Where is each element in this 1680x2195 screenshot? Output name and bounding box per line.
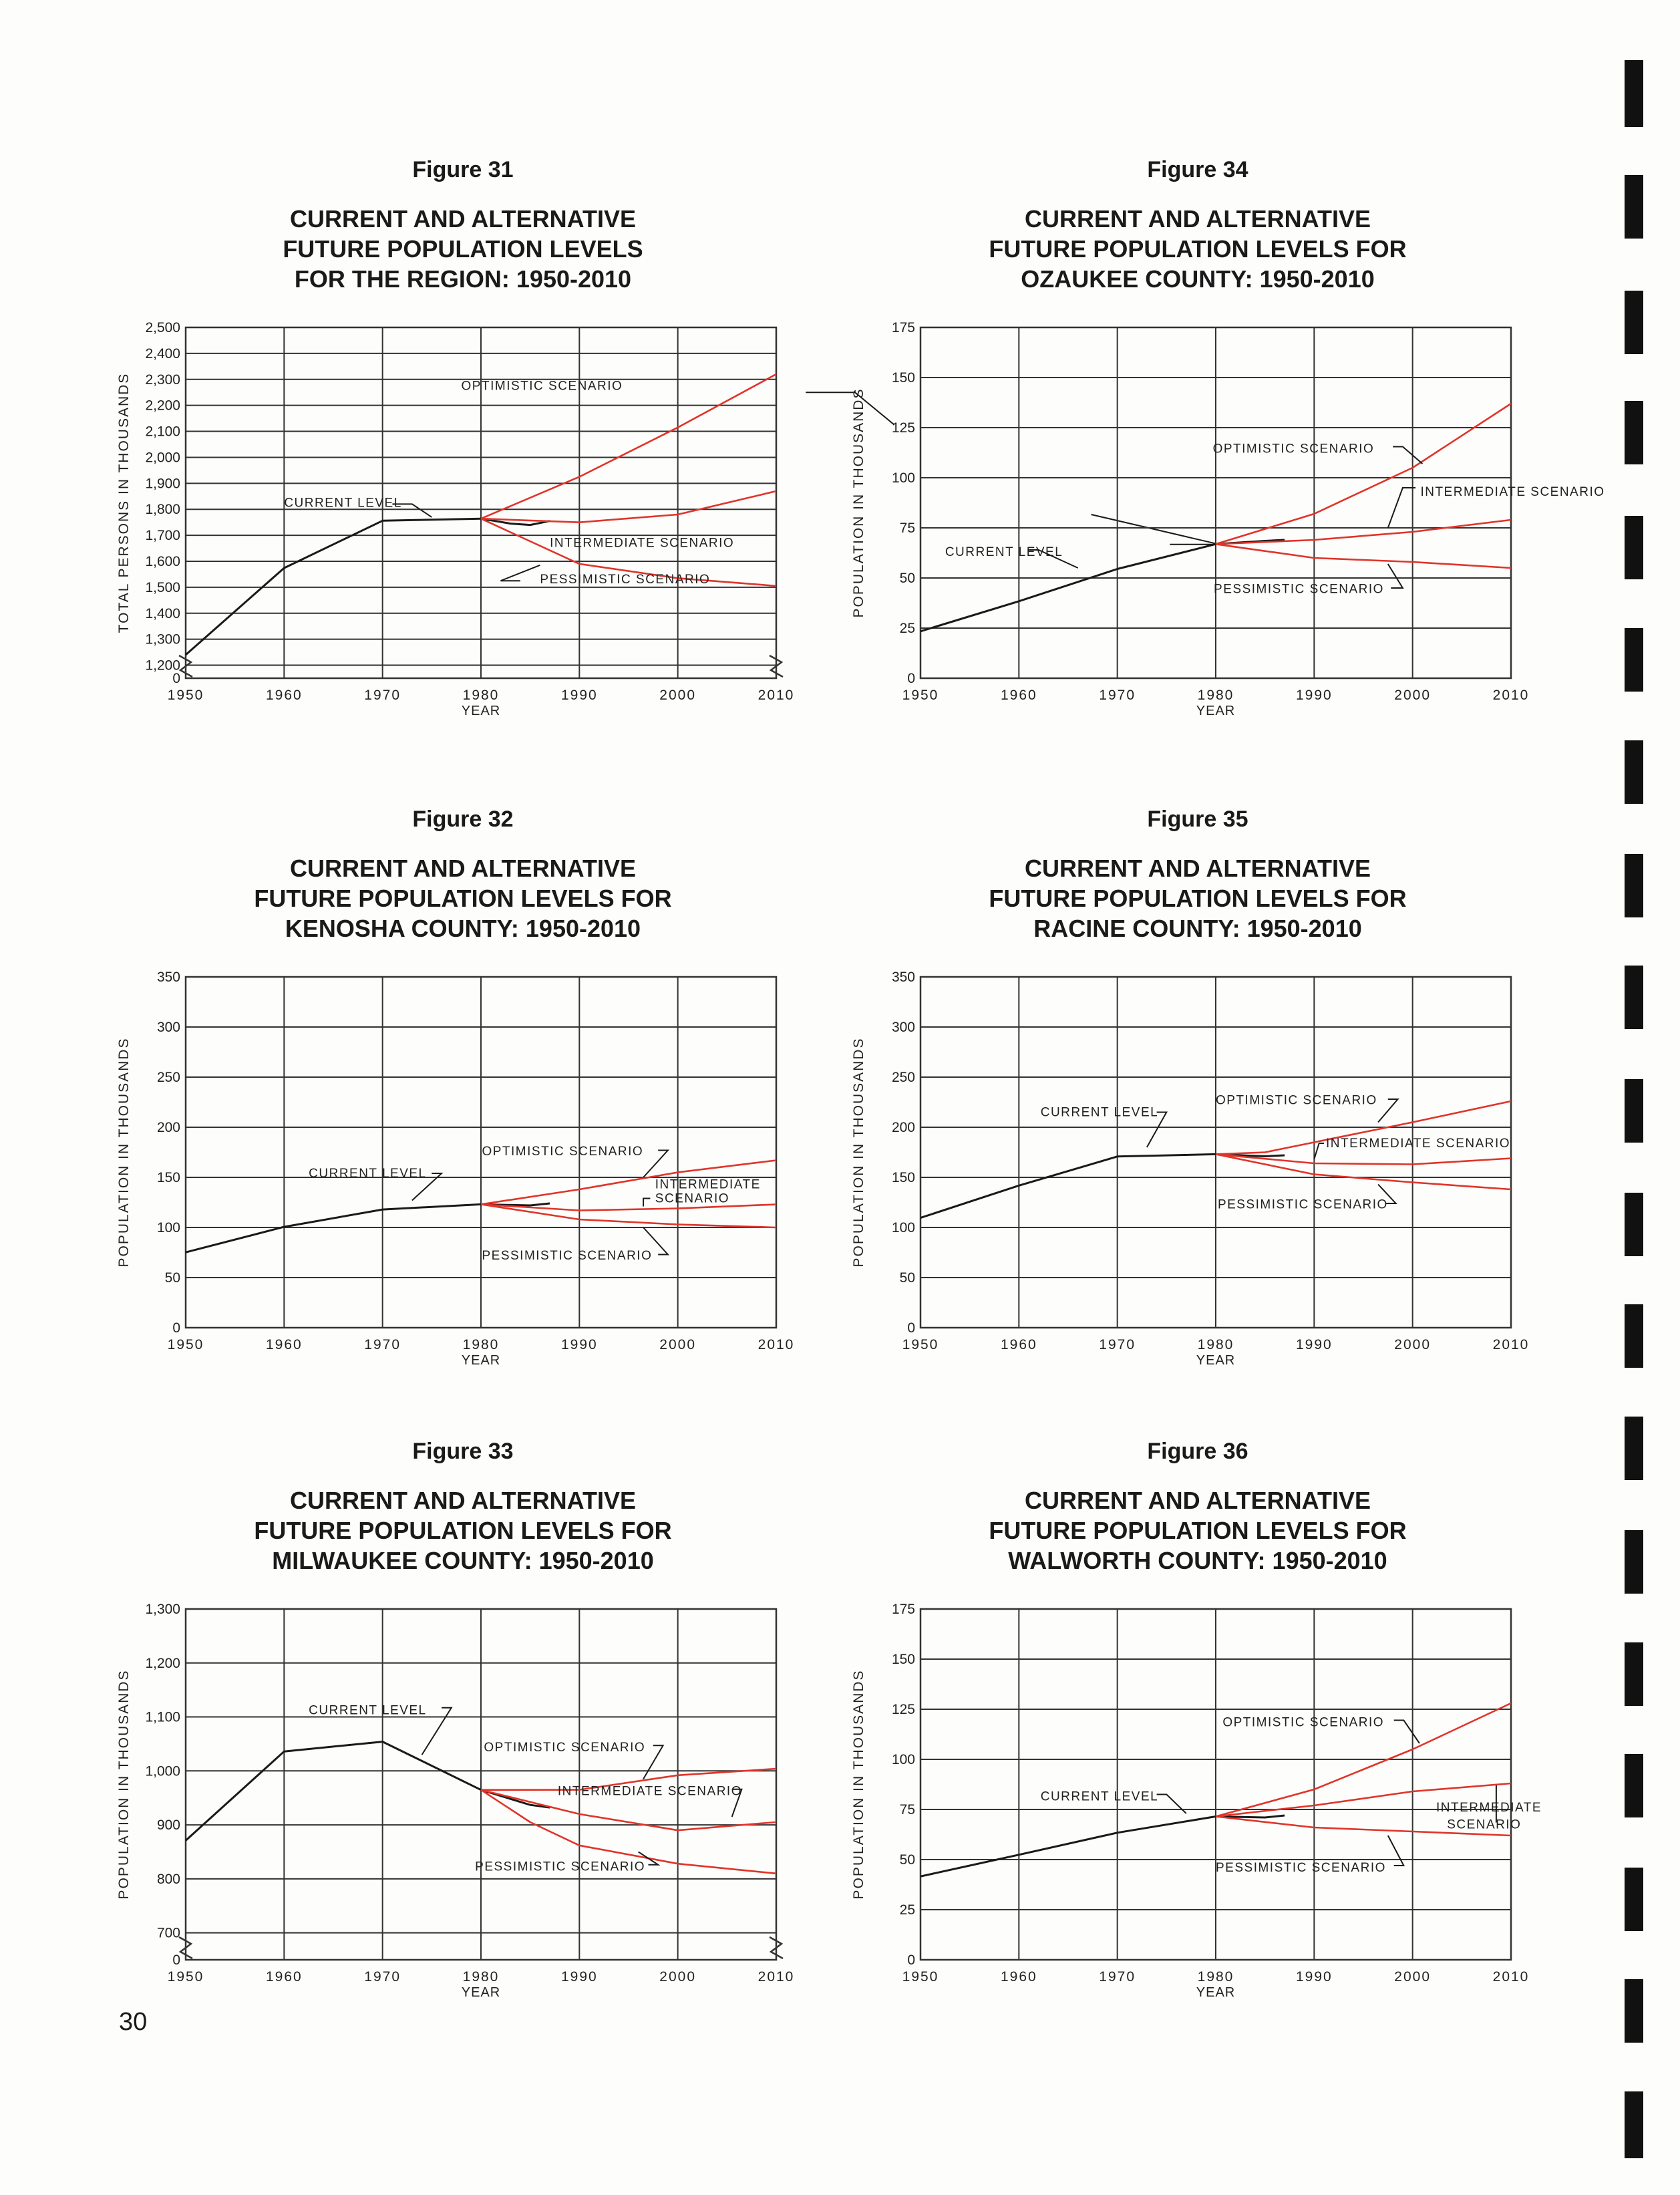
y-axis-title: POPULATION IN THOUSANDS — [116, 1037, 132, 1268]
y-tick-label: 1,900 — [145, 476, 180, 492]
figure-35-panel — [847, 807, 1548, 1408]
annotation-leader-line — [1388, 564, 1403, 588]
y-tick-label: 900 — [156, 1817, 180, 1834]
binding-mark — [1625, 1079, 1643, 1143]
figure-title — [112, 204, 814, 294]
series-annotation-label: OPTIMISTIC SCENARIO — [1216, 1093, 1377, 1108]
series-annotation-label: CURRENT LEVEL — [309, 1167, 427, 1181]
series-annotation-label: PESSIMISTIC SCENARIO — [540, 573, 711, 587]
x-tick-label: 2000 — [1394, 1337, 1432, 1352]
x-axis-title: YEAR — [461, 1985, 501, 2000]
figure-32-panel — [112, 807, 814, 1408]
y-tick-label: 1,200 — [145, 657, 180, 674]
figure-number: Figure 35 — [1147, 807, 1248, 832]
axis-break-right — [770, 655, 783, 677]
y-tick-label: 0 — [172, 1320, 180, 1336]
y-tick-label: 1,300 — [145, 1602, 180, 1617]
x-tick-label: 1970 — [364, 688, 401, 703]
x-tick-label: 1980 — [462, 1969, 500, 1985]
y-tick-label: 175 — [891, 1602, 915, 1617]
title-line: FUTURE POPULATION LEVELS — [283, 235, 643, 263]
y-axis-title: POPULATION IN THOUSANDS — [116, 1669, 132, 1900]
figure-title — [847, 1485, 1548, 1576]
title-line: CURRENT AND ALTERNATIVE — [290, 1487, 636, 1514]
y-tick-label: 350 — [156, 970, 180, 985]
binding-mark — [1625, 516, 1643, 579]
y-tick-label: 1,400 — [145, 605, 180, 621]
x-tick-label: 1990 — [560, 1969, 598, 1985]
x-tick-label: 1970 — [364, 1969, 401, 1985]
pessimistic-scenario-line — [1216, 544, 1511, 568]
annotation-leader-line — [1388, 1836, 1404, 1866]
y-tick-label: 125 — [891, 1702, 915, 1717]
binding-mark — [1625, 1979, 1643, 2043]
optimistic-scenario-line — [1216, 404, 1511, 544]
page-number: 30 — [119, 2008, 148, 2036]
y-tick-label: 175 — [891, 320, 915, 335]
y-tick-label: 150 — [891, 1652, 915, 1667]
figure-number: Figure 34 — [1147, 157, 1248, 182]
series-annotation-label: SCENARIO — [655, 1191, 730, 1206]
x-tick-label: 1980 — [462, 688, 500, 703]
title-line: CURRENT AND ALTERNATIVE — [1025, 205, 1371, 233]
title-line: MILWAUKEE COUNTY: 1950-2010 — [272, 1547, 654, 1574]
x-tick-label: 1960 — [1000, 1337, 1037, 1352]
binding-mark — [1625, 60, 1643, 127]
title-line: FUTURE POPULATION LEVELS FOR — [989, 235, 1407, 263]
figure-number: Figure 36 — [1147, 1439, 1248, 1464]
annotation-leader-line — [1393, 447, 1422, 464]
x-tick-label: 1950 — [902, 1337, 939, 1352]
y-tick-label: 75 — [899, 1802, 915, 1817]
x-tick-label: 1970 — [1099, 1969, 1136, 1985]
pessimistic-scenario-line — [1216, 1154, 1511, 1189]
series-annotation-label: PESSIMISTIC SCENARIO — [1217, 1197, 1388, 1212]
y-tick-label: 200 — [156, 1120, 180, 1135]
x-tick-label: 1980 — [462, 1337, 500, 1352]
walworth-population-chart — [847, 1602, 1548, 2043]
title-line: FUTURE POPULATION LEVELS FOR — [989, 885, 1407, 912]
figure-33-panel — [112, 1439, 814, 2040]
y-tick-label: 700 — [156, 1925, 180, 1941]
annotation-leader-line — [1394, 1721, 1419, 1744]
binding-mark — [1625, 1868, 1643, 1931]
series-annotation-label: OPTIMISTIC SCENARIO — [484, 1741, 646, 1755]
y-tick-label: 2,300 — [145, 372, 180, 388]
y-tick-label: 25 — [899, 1902, 915, 1918]
y-tick-label: 1,300 — [145, 631, 180, 647]
series-annotation-label: PESSIMISTIC SCENARIO — [482, 1249, 653, 1263]
binding-mark — [1625, 740, 1643, 804]
series-annotation-label: INTERMEDIATE SCENARIO — [1326, 1137, 1511, 1151]
x-tick-label: 2000 — [1394, 688, 1432, 703]
y-axis-title: POPULATION IN THOUSANDS — [851, 388, 866, 618]
y-tick-label: 300 — [156, 1020, 180, 1035]
x-tick-label: 1960 — [1000, 688, 1037, 703]
series-annotation-label: INTERMEDIATE SCENARIO — [550, 536, 735, 551]
y-tick-label: 1,100 — [145, 1709, 180, 1725]
x-tick-label: 1970 — [1099, 688, 1136, 703]
series-annotation-label: CURRENT LEVEL — [284, 496, 402, 510]
series-annotation-label: OPTIMISTIC SCENARIO — [1212, 442, 1375, 456]
series-annotation-label: INTERMEDIATE — [655, 1177, 761, 1192]
series-annotation-label: CURRENT LEVEL — [1040, 1789, 1159, 1804]
figure-number: Figure 33 — [412, 1439, 514, 1464]
axis-break-left — [179, 655, 192, 677]
x-axis-title: YEAR — [461, 704, 501, 718]
y-tick-label: 2,400 — [145, 345, 180, 361]
binding-mark — [1625, 175, 1643, 239]
series-annotation-label: CURRENT LEVEL — [309, 1703, 427, 1718]
x-tick-label: 1990 — [1295, 1969, 1333, 1985]
series-annotation-label: CURRENT LEVEL — [945, 545, 1063, 559]
title-line: RACINE COUNTY: 1950-2010 — [1033, 915, 1362, 942]
annotation-leader-line — [1157, 1795, 1186, 1814]
binding-mark — [1625, 1417, 1643, 1480]
y-tick-label: 150 — [156, 1170, 180, 1185]
region-population-chart — [112, 320, 814, 762]
binding-mark — [1625, 1193, 1643, 1256]
series-annotation-label: OPTIMISTIC SCENARIO — [461, 379, 623, 394]
x-tick-label: 1950 — [902, 688, 939, 703]
x-tick-label: 2000 — [659, 1337, 697, 1352]
y-tick-label: 0 — [907, 671, 915, 686]
figure-34-panel — [847, 157, 1605, 758]
figure-title — [112, 1485, 814, 1576]
annotation-leader-line — [643, 1151, 668, 1178]
milwaukee-population-chart — [112, 1602, 814, 2043]
ozaukee-population-chart — [847, 320, 1605, 762]
y-tick-label: 50 — [899, 571, 915, 586]
series-annotation-label: PESSIMISTIC SCENARIO — [1216, 1861, 1386, 1875]
binding-mark — [1625, 1530, 1643, 1594]
series-annotation-label: INTERMEDIATE SCENARIO — [1420, 485, 1605, 499]
x-tick-label: 1960 — [265, 1337, 303, 1352]
intermediate-scenario-line — [481, 491, 776, 523]
racine-population-chart — [847, 970, 1548, 1411]
series-annotation-label: SCENARIO — [1447, 1817, 1522, 1832]
figure-number: Figure 32 — [412, 807, 514, 832]
x-tick-label: 2010 — [1492, 1969, 1530, 1985]
annotation-leader-line — [643, 1199, 650, 1207]
binding-mark — [1625, 966, 1643, 1029]
y-tick-label: 50 — [899, 1852, 915, 1868]
figure-title — [847, 204, 1548, 294]
y-tick-label: 100 — [891, 1752, 915, 1767]
x-axis-title: YEAR — [461, 1353, 501, 1368]
binding-mark — [1625, 1642, 1643, 1706]
y-tick-label: 300 — [891, 1020, 915, 1035]
x-tick-label: 1960 — [265, 1969, 303, 1985]
title-line: CURRENT AND ALTERNATIVE — [290, 855, 636, 882]
x-tick-label: 1950 — [167, 1337, 204, 1352]
y-tick-label: 2,000 — [145, 450, 180, 466]
x-tick-label: 1990 — [1295, 1337, 1333, 1352]
series-annotation-label: OPTIMISTIC SCENARIO — [482, 1145, 644, 1159]
series-annotation-label: PESSIMISTIC SCENARIO — [1214, 582, 1384, 597]
optimistic-scenario-line — [481, 374, 776, 519]
annotation-leader-line — [643, 1745, 663, 1779]
y-tick-label: 1,000 — [145, 1763, 180, 1779]
y-tick-label: 75 — [899, 521, 915, 536]
x-tick-label: 2010 — [758, 688, 795, 703]
y-tick-label: 0 — [172, 671, 180, 686]
series-annotation-label: INTERMEDIATE — [1436, 1801, 1542, 1815]
x-tick-label: 2010 — [1492, 1337, 1530, 1352]
x-axis-title: YEAR — [1196, 704, 1236, 718]
title-line: KENOSHA COUNTY: 1950-2010 — [285, 915, 641, 942]
x-tick-label: 2000 — [659, 688, 697, 703]
y-axis-title: TOTAL PERSONS IN THOUSANDS — [116, 372, 132, 633]
series-annotation-label: OPTIMISTIC SCENARIO — [1222, 1715, 1385, 1730]
y-axis-title: POPULATION IN THOUSANDS — [851, 1037, 866, 1268]
y-tick-label: 2,500 — [145, 320, 180, 335]
x-tick-label: 1970 — [364, 1337, 401, 1352]
x-tick-label: 1950 — [902, 1969, 939, 1985]
y-tick-label: 250 — [156, 1070, 180, 1085]
title-line: FUTURE POPULATION LEVELS FOR — [254, 1517, 672, 1544]
x-tick-label: 1970 — [1099, 1337, 1136, 1352]
binding-mark — [1625, 628, 1643, 692]
y-tick-label: 350 — [891, 970, 915, 985]
y-tick-label: 1,200 — [145, 1655, 180, 1671]
title-line: CURRENT AND ALTERNATIVE — [290, 205, 636, 233]
annotation-leader-line — [501, 565, 540, 581]
figure-36-panel — [847, 1439, 1548, 2040]
x-tick-label: 1990 — [560, 1337, 598, 1352]
x-tick-label: 1980 — [1197, 688, 1234, 703]
annotation-leader-line — [1388, 488, 1415, 528]
y-tick-label: 0 — [172, 1952, 180, 1968]
figure-title — [112, 853, 814, 943]
y-tick-label: 150 — [891, 370, 915, 386]
y-tick-label: 200 — [891, 1120, 915, 1135]
y-tick-label: 2,100 — [145, 424, 180, 440]
title-line: OZAUKEE COUNTY: 1950-2010 — [1021, 265, 1375, 293]
figure-number: Figure 31 — [412, 157, 514, 182]
annotation-leader-line — [1314, 1143, 1324, 1159]
y-axis-title: POPULATION IN THOUSANDS — [851, 1669, 866, 1900]
figure-title — [847, 853, 1548, 943]
y-tick-label: 0 — [907, 1952, 915, 1968]
series-annotation-label: PESSIMISTIC SCENARIO — [475, 1860, 646, 1874]
x-tick-label: 2010 — [758, 1337, 795, 1352]
x-tick-label: 2010 — [1492, 688, 1530, 703]
y-tick-label: 100 — [156, 1220, 180, 1235]
binding-mark — [1625, 854, 1643, 917]
series-annotation-label: INTERMEDIATE SCENARIO — [557, 1784, 742, 1799]
x-tick-label: 1950 — [167, 1969, 204, 1985]
binding-mark — [1625, 291, 1643, 354]
x-tick-label: 1990 — [560, 688, 598, 703]
x-axis-title: YEAR — [1196, 1985, 1236, 2000]
y-tick-label: 1,600 — [145, 554, 180, 569]
title-line: FUTURE POPULATION LEVELS FOR — [989, 1517, 1407, 1544]
x-tick-label: 2000 — [659, 1969, 697, 1985]
y-tick-label: 2,200 — [145, 398, 180, 414]
binding-mark — [1625, 1754, 1643, 1817]
y-tick-label: 800 — [156, 1871, 180, 1887]
y-tick-label: 100 — [891, 1220, 915, 1235]
series-annotation-label: CURRENT LEVEL — [1040, 1105, 1159, 1120]
y-tick-label: 125 — [891, 420, 915, 436]
figure-31-panel — [112, 157, 814, 758]
title-line: CURRENT AND ALTERNATIVE — [1025, 1487, 1371, 1514]
y-tick-label: 100 — [891, 470, 915, 486]
y-tick-label: 250 — [891, 1070, 915, 1085]
x-tick-label: 1980 — [1197, 1969, 1234, 1985]
current-level-line — [186, 1742, 550, 1841]
title-line: WALWORTH COUNTY: 1950-2010 — [1008, 1547, 1387, 1574]
y-tick-label: 1,700 — [145, 528, 180, 544]
binding-mark — [1625, 1304, 1643, 1368]
title-line: FOR THE REGION: 1950-2010 — [294, 265, 632, 293]
x-tick-label: 2000 — [1394, 1969, 1432, 1985]
annotation-leader-line — [1378, 1099, 1398, 1123]
x-tick-label: 2010 — [758, 1969, 795, 1985]
x-axis-title: YEAR — [1196, 1353, 1236, 1368]
y-tick-label: 150 — [891, 1170, 915, 1185]
y-tick-label: 1,800 — [145, 502, 180, 518]
y-tick-label: 25 — [899, 621, 915, 636]
binding-mark — [1625, 2091, 1643, 2158]
y-tick-label: 50 — [899, 1270, 915, 1286]
kenosha-population-chart — [112, 970, 814, 1411]
x-tick-label: 1960 — [265, 688, 303, 703]
x-tick-label: 1980 — [1197, 1337, 1234, 1352]
binding-mark — [1625, 401, 1643, 464]
title-line: FUTURE POPULATION LEVELS FOR — [254, 885, 672, 912]
x-tick-label: 1950 — [167, 688, 204, 703]
x-tick-label: 1960 — [1000, 1969, 1037, 1985]
title-line: CURRENT AND ALTERNATIVE — [1025, 855, 1371, 882]
y-tick-label: 0 — [907, 1320, 915, 1336]
y-tick-label: 50 — [164, 1270, 180, 1286]
axis-break-left — [179, 1937, 192, 1958]
x-tick-label: 1990 — [1295, 688, 1333, 703]
axis-break-right — [770, 1937, 783, 1958]
y-tick-label: 1,500 — [145, 579, 180, 595]
